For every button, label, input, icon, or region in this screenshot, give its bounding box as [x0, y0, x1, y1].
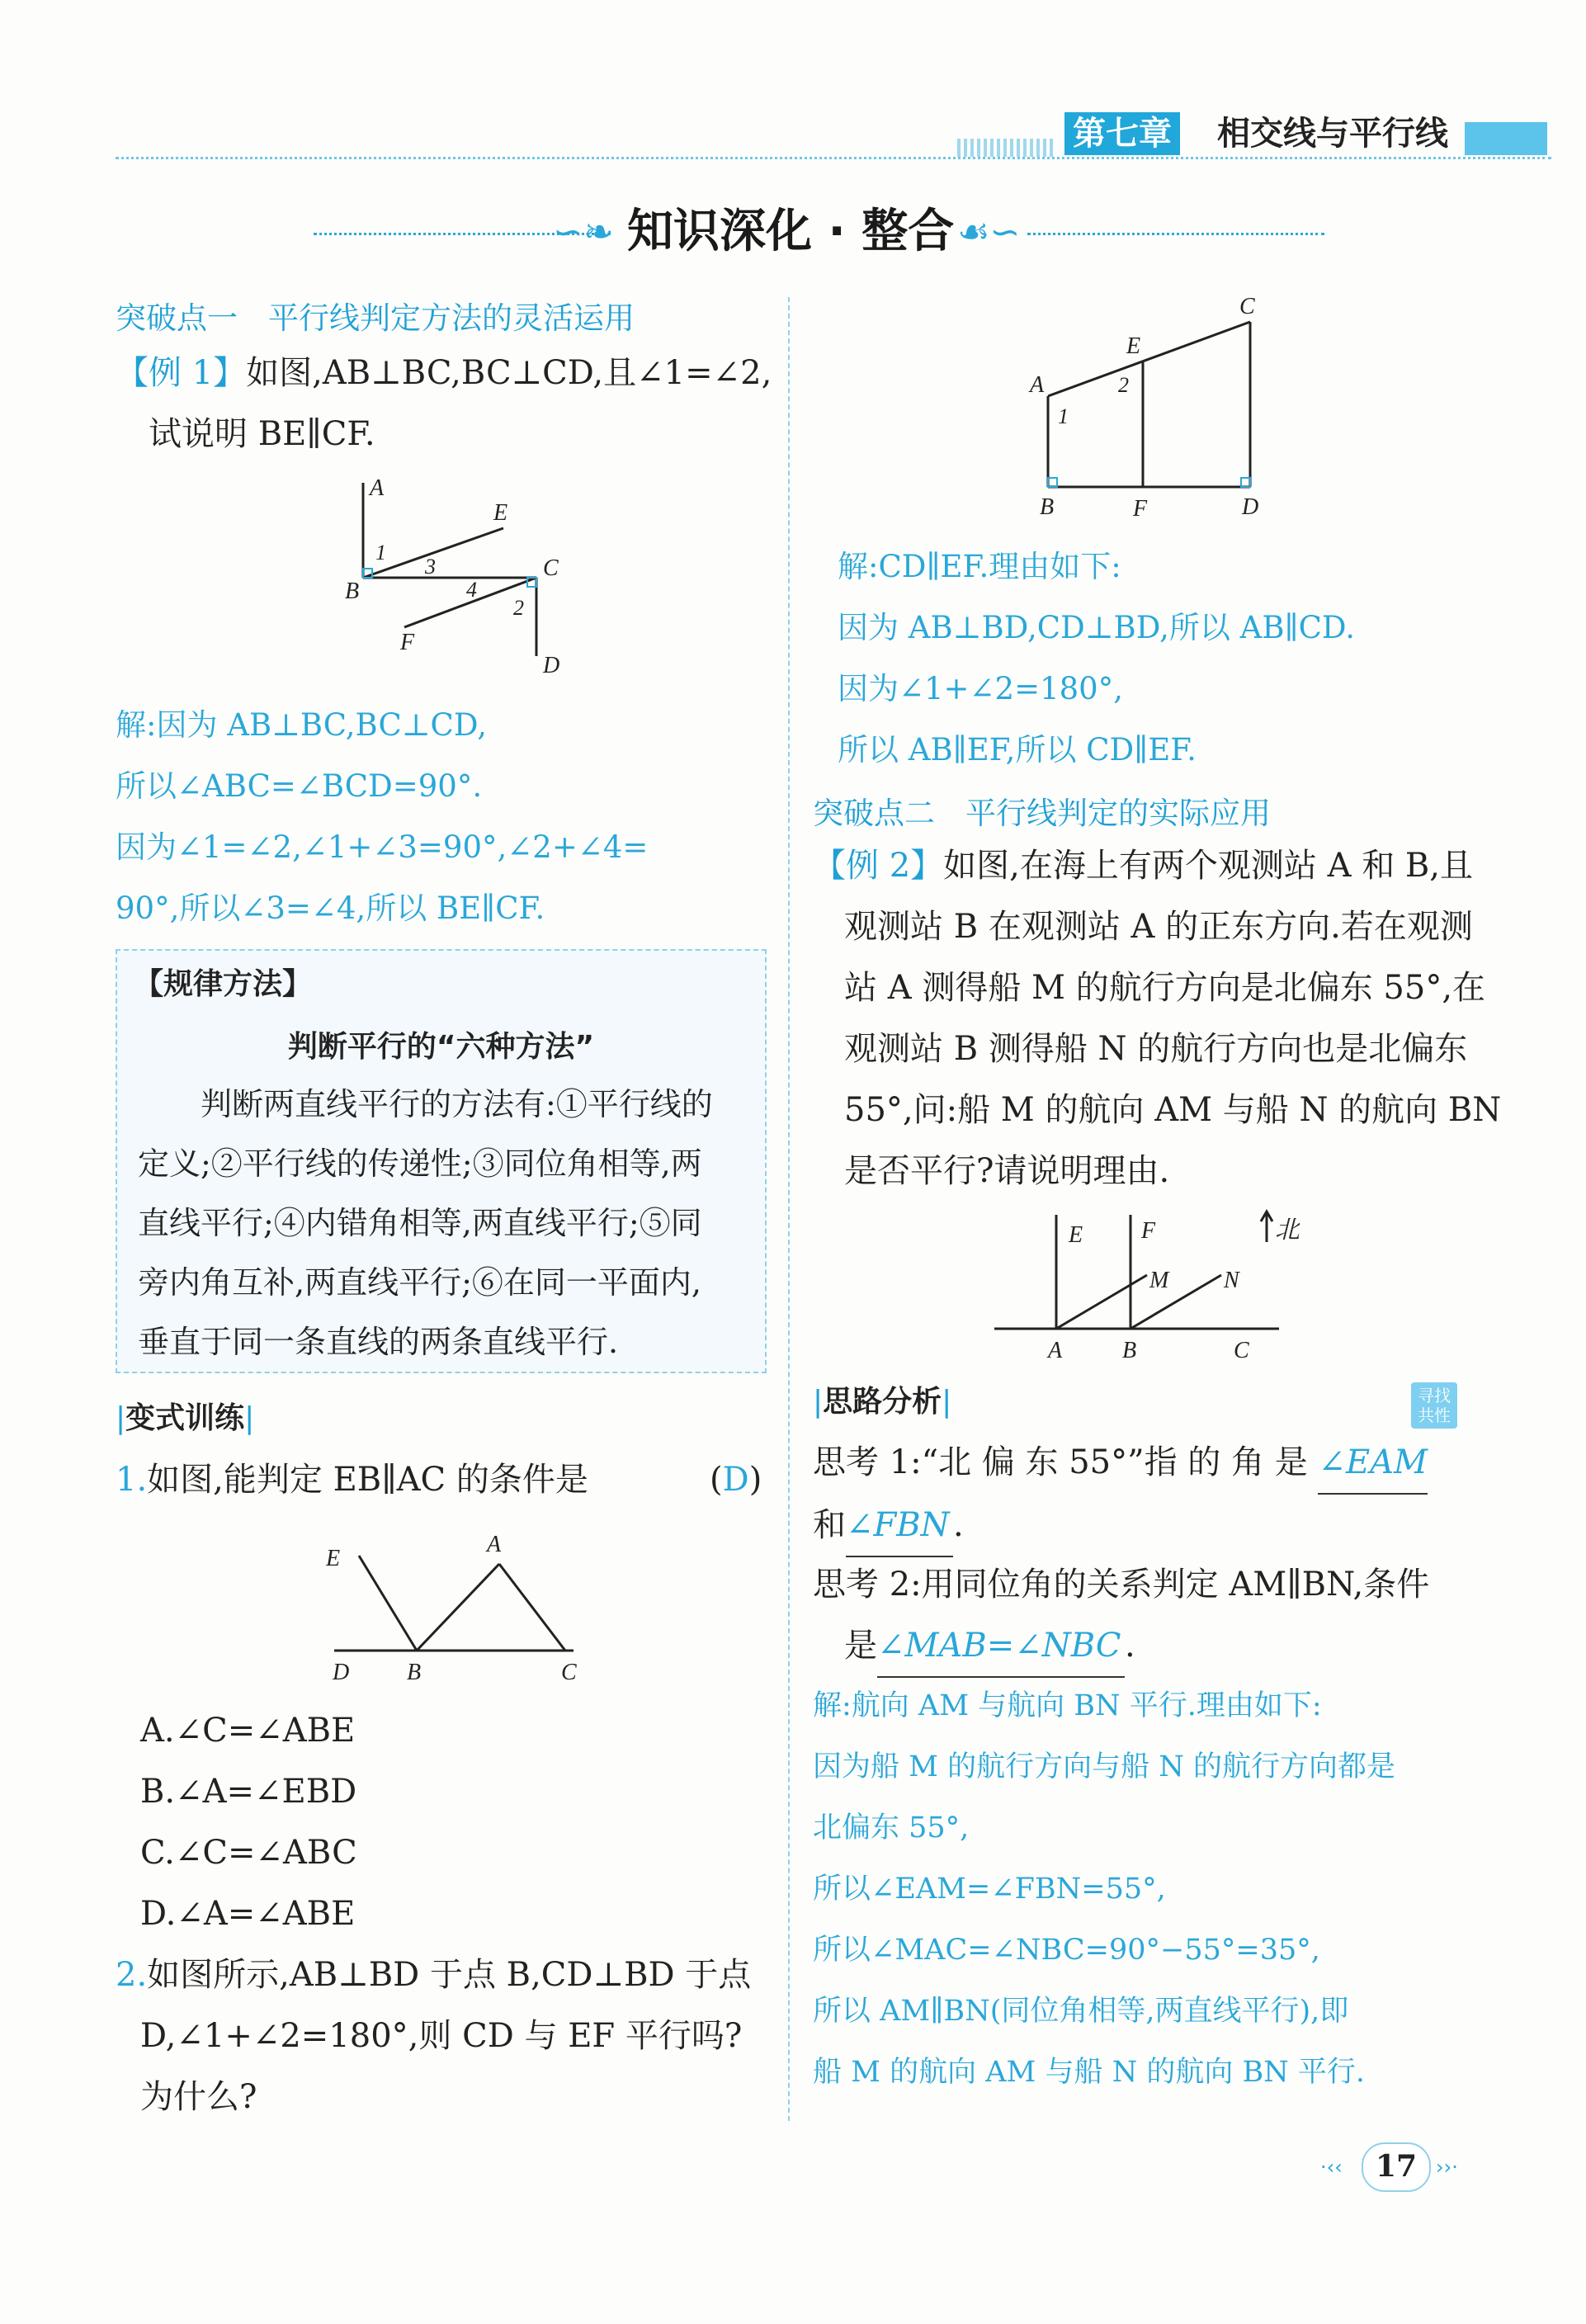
- fig4-label-b: B: [1122, 1338, 1137, 1363]
- chapter-title: 相交线与平行线: [1217, 115, 1448, 153]
- fig1-label-d: D: [543, 653, 560, 678]
- question-1-text: 如图,能判定 EB∥AC 的条件是: [147, 1461, 588, 1499]
- question-1-answer-value: D: [722, 1461, 749, 1499]
- header-stripe-decoration: [957, 139, 1056, 157]
- page-number-ornament-left-icon: ·‹‹: [1320, 2156, 1343, 2179]
- solution-3-line: 解:航向 AM 与航向 BN 平行.理由如下:: [813, 1689, 1322, 1722]
- fig1-label-a: A: [370, 475, 385, 501]
- think-2: [813, 1554, 1560, 1678]
- fig2-label-b: B: [407, 1660, 422, 1685]
- fig3-label-2: 2: [1118, 373, 1129, 397]
- question-1-number: 1.: [116, 1461, 148, 1499]
- fig4-label-a: A: [1048, 1338, 1063, 1363]
- fig3-label-c: C: [1239, 294, 1255, 319]
- solution-3: [813, 1675, 1564, 2103]
- solution-3-line: 船 M 的航向 AM 与船 N 的航向 BN 平行.: [813, 2056, 1366, 2089]
- think1-answer-2: ∠FBN: [846, 1495, 953, 1557]
- solution-1-line: 90°,所以∠3=∠4,所以 BE∥CF.: [116, 890, 545, 926]
- analysis-label-text: 思路分析: [823, 1385, 942, 1419]
- fig3-label-e: E: [1126, 333, 1141, 359]
- example-2: [813, 835, 1555, 1202]
- page-number-ornament-right-icon: ››·: [1436, 2156, 1458, 2179]
- example2-line: 是否平行?请说明理由.: [844, 1152, 1170, 1190]
- fig3-label-b: B: [1040, 494, 1055, 520]
- break1-title: 突破点一 平行线判定方法的灵活运用: [116, 300, 635, 336]
- title-ornament-left-icon: ∽❧: [553, 211, 614, 253]
- example2-tag: 【例 2】: [813, 847, 944, 885]
- example1-text-2: 试说明 BE∥CF.: [149, 415, 375, 453]
- analysis-label: |思路分析|: [813, 1385, 952, 1419]
- fig4-label-f: F: [1141, 1218, 1156, 1244]
- example2-line: 观测站 B 测得船 N 的航行方向也是北偏东: [844, 1030, 1468, 1068]
- method-line: 直线平行;④内错角相等,两直线平行;⑤同: [138, 1205, 702, 1241]
- question-2-number: 2.: [116, 1956, 148, 1994]
- method-box-body: [138, 1075, 748, 1372]
- think1-answer-1: ∠EAM: [1318, 1432, 1428, 1495]
- think1-text: 思考 1:“北 偏 东 55°”指 的 角 是: [813, 1443, 1308, 1481]
- solution-3-line: 因为船 M 的航行方向与船 N 的航行方向都是: [813, 1750, 1395, 1783]
- method-line: 旁内角互补,两直线平行;⑥在同一平面内,: [138, 1264, 701, 1301]
- method-line: 定义;②平行线的传递性;③同位角相等,两: [138, 1145, 702, 1182]
- variant-label: |变式训练|: [116, 1401, 255, 1435]
- think2-answer: ∠MAB=∠NBC: [877, 1615, 1125, 1678]
- question-2-line: 为什么?: [140, 2078, 257, 2116]
- example2-line: 55°,问:船 M 的航向 AM 与船 N 的航向 BN: [844, 1091, 1502, 1129]
- fig2-label-e: E: [326, 1546, 341, 1571]
- figure-2: [326, 1514, 598, 1692]
- break2-title: 突破点二 平行线判定的实际应用: [813, 796, 1271, 831]
- fig2-label-d: D: [333, 1660, 350, 1685]
- fig3-line-ac: [1048, 322, 1250, 396]
- method-line: 判断两直线平行的方法有:①平行线的: [201, 1086, 713, 1122]
- solution-2-line: 所以 AB∥EF,所以 CD∥EF.: [838, 732, 1197, 768]
- fig1-label-1: 1: [375, 541, 386, 564]
- think2-prefix: 是: [844, 1627, 877, 1665]
- example2-line: 如图,在海上有两个观测站 A 和 B,且: [943, 847, 1474, 885]
- solution-3-line: 所以∠EAM=∠FBN=55°,: [813, 1873, 1166, 1906]
- solution-2: [838, 536, 1564, 781]
- method-line: 垂直于同一条直线的两条直线平行.: [138, 1324, 619, 1360]
- solution-1: [116, 695, 776, 939]
- analysis-stamp: 寻找共性: [1411, 1382, 1457, 1429]
- fig4-label-c: C: [1234, 1338, 1249, 1363]
- example2-line: 观测站 B 在观测站 A 的正东方向.若在观测: [844, 908, 1473, 946]
- solution-3-line: 所以 AM∥BN(同位角相等,两直线平行),即: [813, 1995, 1349, 2028]
- fig3-right-angle-d: [1241, 478, 1250, 487]
- option-b[interactable]: B.∠A=∠EBD: [140, 1773, 357, 1811]
- fig4-label-e: E: [1069, 1222, 1083, 1248]
- title-rule-right: [1027, 233, 1324, 235]
- solution-3-line: 北偏东 55°,: [813, 1811, 970, 1845]
- question-2-line: 如图所示,AB⊥BD 于点 B,CD⊥BD 于点: [147, 1956, 752, 1994]
- fig1-label-c: C: [543, 555, 559, 581]
- think1-end: .: [953, 1506, 964, 1544]
- fig2-label-a: A: [487, 1532, 502, 1557]
- fig1-label-4: 4: [466, 578, 477, 602]
- title-ornament-right-icon: ☙∽: [957, 211, 1021, 253]
- header-dotted-rule: [116, 157, 1551, 159]
- fig3-label-f: F: [1133, 496, 1148, 522]
- solution-1-line: 所以∠ABC=∠BCD=90°.: [116, 768, 483, 804]
- fig1-label-3: 3: [425, 555, 436, 579]
- fig3-label-d: D: [1242, 494, 1259, 520]
- fig4-label-north: 北: [1275, 1216, 1300, 1244]
- fig1-label-b: B: [345, 579, 360, 604]
- option-c[interactable]: C.∠C=∠ABC: [140, 1834, 357, 1872]
- figure-3: [1023, 293, 1271, 524]
- method-box: [116, 949, 767, 1373]
- fig2-line-eb: [359, 1556, 417, 1651]
- fig4-label-n: N: [1224, 1268, 1239, 1293]
- solution-2-line: 解:CD∥EF.理由如下:: [838, 549, 1121, 584]
- fig2-line-ac: [499, 1564, 565, 1651]
- question-1: [116, 1449, 588, 1510]
- solution-3-line: 所以∠MAC=∠NBC=90°−55°=35°,: [813, 1934, 1320, 1967]
- option-d[interactable]: D.∠A=∠ABE: [140, 1895, 356, 1933]
- fig2-label-c: C: [561, 1660, 577, 1685]
- question-2: [116, 1944, 776, 2128]
- question-1-options: [140, 1700, 357, 1944]
- question-2-line: D,∠1+∠2=180°,则 CD 与 EF 平行吗?: [140, 2017, 743, 2055]
- think1-and: 和: [813, 1506, 846, 1544]
- example1-tag: 【例 1】: [116, 354, 247, 392]
- solution-2-line: 因为∠1+∠2=180°,: [838, 671, 1123, 706]
- example1-line1: [116, 342, 772, 404]
- variant-label-text: 变式训练: [125, 1401, 245, 1435]
- fig1-label-2: 2: [513, 596, 524, 620]
- fig3-label-1: 1: [1058, 404, 1069, 428]
- figure-1: [330, 475, 586, 689]
- question-1-answer: (D): [710, 1461, 762, 1499]
- page-number: 17: [1375, 2149, 1418, 2184]
- think2-end: .: [1125, 1627, 1135, 1665]
- section-title: 知识深化 · 整合: [627, 205, 955, 258]
- solution-1-line: 因为∠1=∠2,∠1+∠3=90°,∠2+∠4=: [116, 829, 649, 865]
- fig4-line-am: [1056, 1275, 1147, 1329]
- fig1-label-f: F: [400, 630, 415, 655]
- figure-4: [986, 1205, 1300, 1370]
- fig3-label-a: A: [1030, 372, 1045, 398]
- method-box-label: 【规律方法】: [134, 967, 313, 1001]
- example1-text-1: 如图,AB⊥BC,BC⊥CD,且∠1=∠2,: [246, 354, 772, 392]
- fig1-label-e: E: [493, 500, 508, 526]
- solution-1-line: 解:因为 AB⊥BC,BC⊥CD,: [116, 707, 487, 743]
- option-a[interactable]: A.∠C=∠ABE: [140, 1712, 356, 1750]
- example2-line: 站 A 测得船 M 的航行方向是北偏东 55°,在: [844, 969, 1486, 1007]
- fig4-label-m: M: [1149, 1268, 1169, 1293]
- header-tab-decoration: [1465, 122, 1547, 155]
- think-1: [813, 1432, 1560, 1557]
- think2-text: 思考 2:用同位角的关系判定 AM∥BN,条件: [813, 1566, 1430, 1604]
- solution-2-line: 因为 AB⊥BD,CD⊥BD,所以 AB∥CD.: [838, 610, 1356, 645]
- method-box-title: 判断平行的“六种方法”: [287, 1030, 595, 1064]
- chapter-badge: 第七章: [1064, 112, 1180, 155]
- fig3-right-angle-b: [1048, 478, 1057, 487]
- fig2-line-ba: [417, 1564, 499, 1651]
- fig4-line-bn: [1130, 1275, 1221, 1329]
- column-divider: [788, 297, 790, 2121]
